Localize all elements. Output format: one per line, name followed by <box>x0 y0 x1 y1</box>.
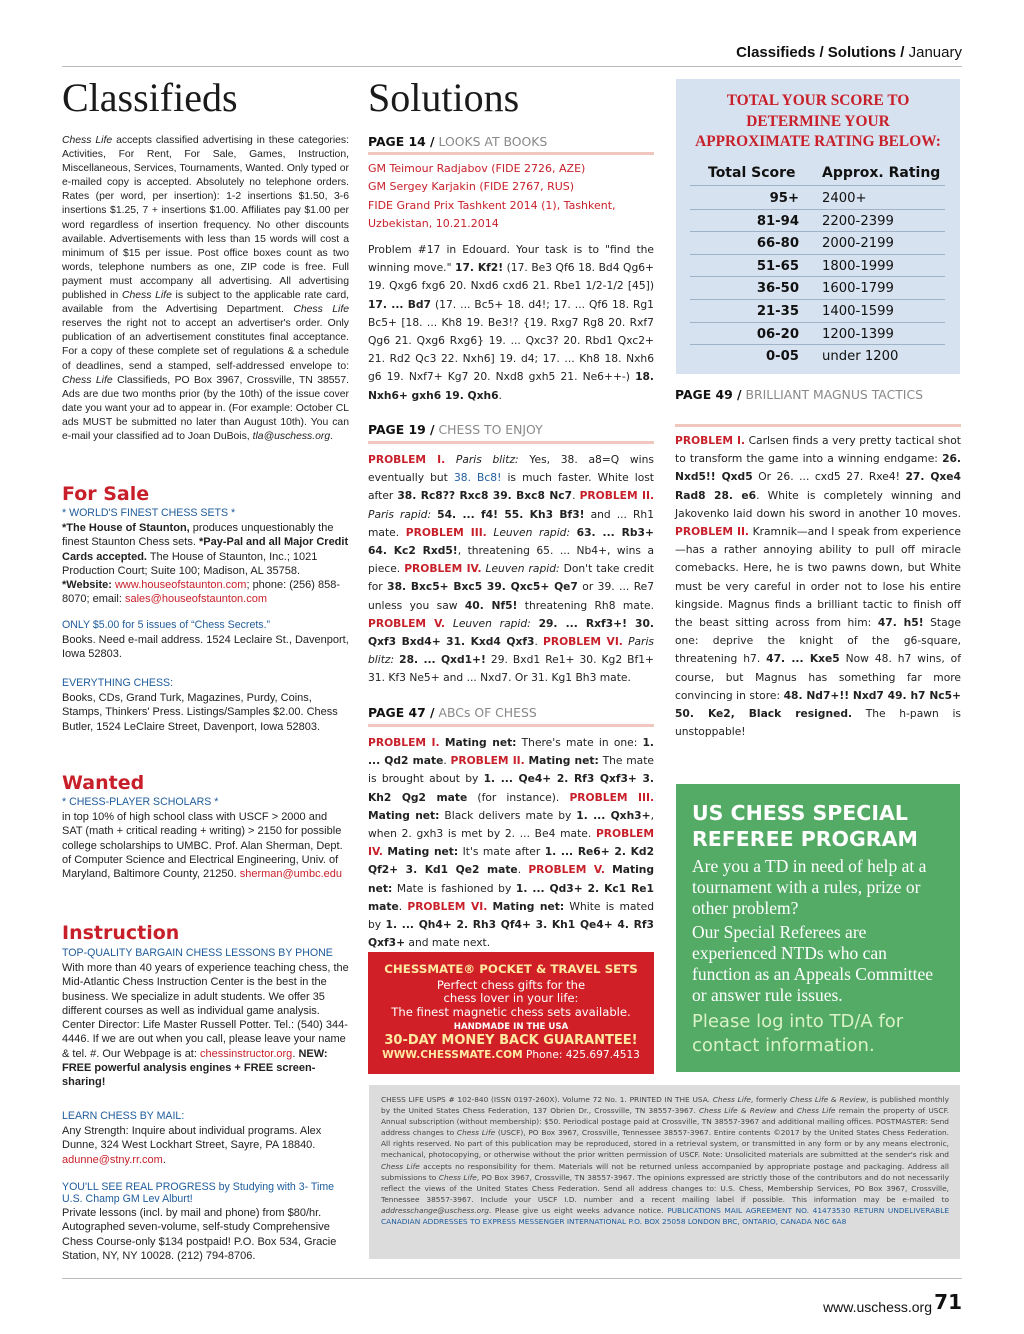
text-run: . <box>572 489 580 503</box>
text-run <box>445 617 453 630</box>
col-total-score: Total Score <box>708 165 796 181</box>
for-sale-sub: * WORLD'S FINEST CHESS SETS * <box>62 507 236 519</box>
text-run: 1. ... Qh4+ 2. Rh3 Qf4+ 3. Kh1 Qe4+ 4. Rf3 Qxf3+ <box>368 918 654 950</box>
referee-program-box <box>676 784 960 1072</box>
instruction-ad-alburt: Private lessons (incl. by mail and phone) from $80/hr. Autographed seven-volume, self-study Comprehensive Chess Course-only $134 postpaid! P.O. Box 534, Gracie Station, NY, NY 10028. (212) 794-8706. <box>62 1207 337 1262</box>
chessmate-ad <box>368 952 654 1074</box>
score-title-line: TOTAL YOUR SCORE TO <box>726 92 910 109</box>
page19-solution <box>368 451 654 688</box>
score-box-title <box>676 91 960 153</box>
text-run: *The House of Staunton, <box>62 522 190 534</box>
for-sale-sub-everything: EVERYTHING CHESS: <box>62 677 174 689</box>
chessmate-line2: chess lover in your life: <box>443 991 579 1005</box>
score-row <box>690 277 945 300</box>
text-run: 29. Bxd1 Re1+ 30. Kg2 Bf1+ 31. Kf3 Ne5+ and ... Nxd7. Or 31. Kg1 Bh3 mate. <box>368 653 654 685</box>
text-run: Chess Life <box>293 304 349 316</box>
text-run: tla@uschess.org <box>252 430 331 442</box>
instruction-sub-lessons: TOP-QUALITY BARGAIN CHESS LESSONS BY PHONE <box>62 947 333 959</box>
rating-value: 1600-1799 <box>822 281 894 297</box>
text-run: . <box>498 388 502 402</box>
text-run: Chess Life <box>381 1161 420 1171</box>
wanted-heading: Wanted <box>62 772 145 794</box>
text-run: PROBLEM VI. <box>543 635 623 649</box>
text-run: 38. Bxc5+ Bxc5 39. Qxc5+ Qe7 <box>387 580 578 594</box>
instruction-ad-mail <box>62 1124 349 1167</box>
text-run: remain the property of USCF. Annual subscription (without membership): $50. Periodical postage paid at Crossville, TN 38557-3967 and additional mailing offices. POSTMASTER: Send address changes to <box>381 1106 949 1138</box>
text-run: 29. ... Rxf3+! 30. Qxf3 Bxd4+ 31. Kxd4 Qxf3 <box>368 616 654 649</box>
wanted-sub: * CHESS-PLAYER SCHOLARS * <box>62 796 219 808</box>
rating-value: 2400+ <box>822 191 867 206</box>
text-run: and ... Rh1 mate. <box>368 507 654 539</box>
page47-section: ABCs OF CHESS <box>438 705 537 720</box>
text-run[interactable]: chessinstructor.org <box>199 1047 293 1060</box>
classifieds-title: Classifieds <box>62 75 238 120</box>
page14-section: LOOKS AT BOOKS <box>438 134 548 149</box>
text-run: It's mate after <box>458 845 545 859</box>
text-run: , formerly <box>750 1095 791 1104</box>
text-run: Chess Life <box>121 290 172 302</box>
text-run <box>531 617 539 630</box>
text-run: Problem #17 in Edouard. Your task is to "find the winning move." <box>368 243 654 275</box>
page49-label: PAGE 49 / <box>675 387 742 402</box>
text-run: is subject to the applicable rate card, available from the Advertising Department. <box>62 290 350 316</box>
chessmate-guarantee: 30-DAY MONEY BACK GUARANTEE! <box>384 1033 638 1048</box>
text-run: Paris blitz: <box>368 635 654 667</box>
text-run: is much faster. White lost after <box>368 471 655 503</box>
statement-text <box>381 1094 949 1227</box>
page14-game-header <box>368 160 654 233</box>
score-divider <box>690 185 945 186</box>
page-number: 71 <box>934 1290 962 1314</box>
score-value: 0-05 <box>765 349 799 365</box>
instruction-sub-mail: LEARN CHESS BY MAIL: <box>62 1110 185 1122</box>
text-run: , threatening 65. ... Nb4+, wins a piece. <box>368 544 654 576</box>
score-rows <box>690 187 945 368</box>
page47-solution <box>368 734 654 952</box>
for-sale-heading: For Sale <box>62 483 150 505</box>
text-run[interactable]: adunne@stny.rr.com <box>62 1153 163 1166</box>
text-run: Chess Life <box>456 1128 496 1138</box>
score-row <box>690 232 945 255</box>
chessmate-line3: The finest magnetic chess sets available. <box>391 1005 631 1019</box>
page47-heading <box>368 705 537 720</box>
rating-value: 1400-1599 <box>822 303 894 319</box>
rating-value: 2200-2399 <box>822 213 894 229</box>
text-run: . <box>162 1153 166 1166</box>
score-title-line: APPROXIMATE RATING BELOW: <box>695 133 941 150</box>
header-rule <box>62 66 962 67</box>
text-run: Leuven rapid: <box>485 562 560 576</box>
text-run: Kramnik—and I speak from experience—has a rather annoying ability to pull off miracle comebacks. Here, he is two pawns down, but White must be very careful in order not to lose his entire kingside. Magnus finds a brilliant tactic to finish off the beast sitting across from him: <box>675 525 961 630</box>
footer-rule <box>62 1278 962 1279</box>
chessmate-handmade: HANDMADE IN THE USA <box>453 1022 569 1032</box>
instruction-ad-lessons <box>62 961 349 1090</box>
text-run: Chess Life <box>438 1172 477 1182</box>
referee-login-note: Please log into TD/A for contact information. <box>692 1011 904 1056</box>
text-run: PROBLEM III. <box>569 790 654 804</box>
text-run: . White is completely winning and Jakovenko laid down his sword in another 10 moves. <box>675 488 961 520</box>
game-white: GM Teimour Radjabov (FIDE 2726, AZE) <box>368 162 586 175</box>
text-run: Mating net: <box>368 863 654 895</box>
score-row <box>690 323 945 346</box>
text-run: (USCF), PO Box 3967, Crossville, Tennessee 38557-3967. Entire contents ©2017 by the United States Chess Federation. All rights reserved. No part of this publication may be reproduced, stored in a retrieval system, or transmitted in any form or by any means electronic, mechanical, photocopying, or otherwise without the prior written permission of USCF. Note: Unsolicited materials are submitted at the sender's risk and <box>381 1128 949 1160</box>
page14-label: PAGE 14 / <box>368 134 435 149</box>
text-run: . <box>292 1047 299 1060</box>
ownership-statement <box>369 1085 960 1259</box>
rating-value: 1200-1399 <box>822 326 894 342</box>
referee-question: Are you a TD in need of help at a tournament with a rules, prize or other problem? <box>692 856 927 918</box>
page19-label: PAGE 19 / <box>368 422 435 437</box>
page14-solution <box>368 241 654 405</box>
text-run: *Pay-Pal and all Major Credit Cards accepted. <box>62 536 349 563</box>
text-run: Leuven rapid: <box>493 525 571 539</box>
text-run: or 39. ... Re7 unless you saw <box>368 580 655 612</box>
text-run: Now 48. h7 wins, of course, but Magnus has something far more convincing in store: <box>675 652 961 702</box>
game-event: FIDE Grand Prix Tashkent 2014 (1), Tashkent, Uzbekistan, 10.21.2014 <box>368 198 616 230</box>
text-run: in top 10% of high school class with USCF > 2000 and SAT (math + critical reading + writing) > 2150 for possible college scholarships to UMBC. Prof. Alan Sherman, Dept. of Computer Science and Electrical Engineering, Univ. of Maryland, Baltimore County, 21250. <box>62 811 343 881</box>
text-run[interactable]: sherman@umbc.edu <box>239 868 342 881</box>
text-run: Chess Life & Review <box>699 1106 777 1116</box>
page49-heading <box>675 386 961 403</box>
text-run: . Please give us eight weeks advance notice. <box>488 1205 668 1215</box>
text-run: reserves the right not to accept an advertiser's order. Only publication of an advertisement constitutes final acceptance. For a copy of these complete set of regulations & a schedule of deadlines, send a stamped, self-addressed envelope to: <box>62 318 349 372</box>
text-run: CHESS LIFE USPS # 102-840 (ISSN 0197-260X). Volume 72 No. 1. PRINTED IN THE USA. <box>381 1095 713 1104</box>
text-run: 1. ... Qe4+ 2. Rf3 Qxf3+ 3. Kh2 Qg2 mate <box>368 772 654 804</box>
text-run: 1. ... Qxh3+ <box>576 808 651 822</box>
text-run: PROBLEM III. <box>405 525 487 539</box>
page14-rule <box>368 152 654 155</box>
text-run: White is mated by <box>368 899 654 932</box>
wanted-ad <box>62 810 349 881</box>
for-sale-ad-secrets: Books. Need e-mail address. 1524 Leclaire St., Davenport, Iowa 52803. <box>62 634 349 661</box>
text-run: PROBLEM V. <box>528 863 605 877</box>
score-row <box>690 300 945 323</box>
text-run: 63. ... Rb3+ 64. Kc2 Rxd5! <box>368 525 654 558</box>
text-run: 26. Nxd5!! Qxd5 <box>675 452 961 484</box>
text-run: 1. ... Qd2 mate <box>368 736 654 768</box>
text-run: PROBLEM II. <box>450 754 525 768</box>
chessmate-line1: Perfect chess gifts for the <box>436 978 586 992</box>
score-value: 66-80 <box>756 236 799 252</box>
text-run: PROBLEM IV. <box>404 562 482 576</box>
text-run: . <box>398 899 408 913</box>
score-row <box>690 345 945 368</box>
solutions-title: Solutions <box>368 75 520 120</box>
text-run: . <box>534 635 544 649</box>
text-run[interactable]: www.houseofstaunton.com <box>114 579 247 592</box>
text-run: PROBLEM I. <box>368 736 440 749</box>
text-run <box>570 526 577 539</box>
text-run: 17. ... Bd7 <box>368 297 431 311</box>
text-run: The House of Staunton, Inc.; 1021 Production Court; Suite 100; Madison, AL 35758. <box>62 550 318 577</box>
text-run: *Website: <box>62 579 112 592</box>
referee-title <box>692 800 918 852</box>
text-run: addresschange@uschess.org <box>381 1205 489 1215</box>
page47-rule <box>368 724 654 727</box>
text-run: Mating net: <box>387 845 459 859</box>
text-run: PROBLEM IV. <box>368 827 654 859</box>
text-run: Mating net: <box>528 754 599 768</box>
running-head-month: January <box>908 44 962 61</box>
text-run: threatening Rh8 mate. <box>517 598 654 612</box>
text-run: Paris blitz: <box>455 453 519 466</box>
text-run: 47. ... Kxe5 <box>766 652 840 666</box>
text-run: Classifieds, PO Box 3967, Crossville, TN 38557. Ads are due two months prior (by the 10th) of the issue cover date you want your ad to appear in. (For example: October CL ads MUST be submitted no later than August 10th). You can e-mail your classified ad to Joan DuBois, <box>62 374 350 442</box>
score-row <box>690 255 945 278</box>
page19-rule <box>368 441 654 444</box>
chessmate-contact <box>368 1049 654 1061</box>
running-head <box>736 44 962 61</box>
page49-section: BRILLIANT MAGNUS TACTICS <box>745 387 923 402</box>
score-value: 06-20 <box>756 326 799 342</box>
text-run: There's mate in one: <box>516 736 643 749</box>
for-sale-sub-secrets: ONLY $5.00 for 5 issues of “Chess Secrets.” <box>62 619 271 631</box>
text-run: (17. Be3 Qf6 18. Bd4 Qg6+ 19. Qxg6 fxg6 20. Nxd6 cxd6 21. Rbe1 1/2-1/2 [45]) <box>368 261 654 293</box>
text-run: 48. Nd7+!! Nxd7 49. h7 Nc5+ 50. Ke2, Black resigned. <box>675 688 961 721</box>
text-run: Yes, 38. a8=Q wins eventually but <box>368 453 654 485</box>
classifieds-intro <box>62 134 349 444</box>
chessmate-site[interactable]: WWW.CHESSMATE.COM <box>382 1049 523 1061</box>
text-run: PUBLICATIONS MAIL AGREEMENT NO. 41473530 RETURN UNDELIVERABLE CANADIAN ADDRESSES TO EXPRESS MESSENGER INTERNATIONAL P.O. BOX 25058 LONDON BRC, ONTARIO, CANADA N6C 6A8 <box>381 1205 949 1227</box>
text-run: PROBLEM V. <box>368 616 446 630</box>
rating-value: under 1200 <box>822 349 899 365</box>
text-run: 27. Qxe4 Rad8 28. e6 <box>675 470 961 502</box>
game-black: GM Sergey Karjakin (FIDE 2767, RUS) <box>368 180 575 194</box>
score-box <box>676 79 960 374</box>
instruction-heading: Instruction <box>62 922 180 944</box>
text-run: 47. h5! <box>877 616 924 630</box>
text-run: Or 26. ... cxd5 27. Rxe4! <box>752 470 906 484</box>
text-run: produces unquestionably the finest Staunton Chess sets. <box>62 522 334 549</box>
score-value: 81-94 <box>756 213 799 229</box>
text-run: , is published monthly by the United States Chess Federation, 137 Obrien Dr., Crossville, TN 38557-3967. <box>381 1095 949 1116</box>
text-run: accepts classified advertising in these categories: Activities, For Rent, For Sale, Games, Instruction, Miscellaneous, Services, Tournaments, Wanted. Only typed or e-mailed copy is accepted. Absolutely no telephone orders. Rates (per word, per insertion): 1-2 insertions $1.50, 3-6 insertions $1.25, 7 + insertions $1.00. Affiliates pay $1.00 per word regardless of insertion frequency. No other discounts available. Advertisements with less than 15 words will cost a minimum of $15 per issue. Post office boxes count as two words, telephone numbers as one, ZIP code is free. Full payment must accompany all advertising. All advertising published in <box>62 135 350 302</box>
score-title-line: DETERMINE YOUR <box>746 112 890 130</box>
chessmate-title: CHESSMATE® POCKET & TRAVEL SETS <box>384 962 638 976</box>
score-row <box>690 187 945 210</box>
text-run: . <box>517 863 529 877</box>
text-run: 1. ... Qd3+ 2. Kc1 Re1 mate <box>368 881 654 913</box>
page14-heading <box>368 134 547 149</box>
text-run: PROBLEM I. <box>368 453 446 466</box>
text-run: Chess Life & Review <box>790 1095 867 1104</box>
text-run: 38. Rc8?? Rxc8 39. Bxc8 Nc7 <box>397 489 573 503</box>
referee-description: Our Special Referees are experienced NTDs who can function as an Appeals Committee or answer rule issues. <box>692 922 934 1005</box>
score-value: 51-65 <box>756 258 799 274</box>
text-run: Mate is fashioned by <box>392 881 516 895</box>
text-run <box>445 453 456 466</box>
page19-heading <box>368 422 543 437</box>
text-run: PROBLEM VI. <box>407 899 488 913</box>
chessmate-phone: Phone: 425.697.4513 <box>522 1049 640 1061</box>
score-value: 21-35 <box>756 303 799 319</box>
text-run: The mate is brought about by <box>368 754 654 786</box>
score-row <box>690 210 945 233</box>
text-run: PROBLEM I. <box>675 434 745 447</box>
text-run: 1. ... Re6+ 2. Kd2 Qf2+ 3. Kd1 Qe2 mate <box>368 845 655 877</box>
text-run: Chess Life <box>62 135 113 146</box>
running-head-section: Classifieds / Solutions / <box>736 44 905 61</box>
text-run: . <box>330 430 334 442</box>
text-run: , when 2. gxh3 is met by 2. ... Be4 mate. <box>368 808 654 841</box>
page47-label: PAGE 47 / <box>368 705 435 720</box>
rating-value: 1800-1999 <box>822 258 894 274</box>
text-run: Paris rapid: <box>368 507 432 521</box>
score-value: 36-50 <box>756 281 799 297</box>
text-run: Mating net: <box>368 808 440 822</box>
text-run: PROBLEM II. <box>675 525 749 539</box>
text-run: , PO Box 3967, Crossville, TN 38557-3967. The opinions expressed are strictly those of the contributors and do not necessarily reflect the views of the United States Chess Federation. Send all address changes to: U.S. Chess, Membership Services, PO Box 3967, Crossville, Tennessee 38557-3967. Include your USCF I.D. number and a recent mailing label if possible. This information may be e-mailed to <box>381 1172 949 1204</box>
text-run[interactable]: sales@houseofstaunton.com <box>124 593 268 606</box>
footer-url[interactable]: www.uschess.org <box>823 1299 932 1315</box>
text-run: The h-pawn is unstoppable! <box>675 707 961 739</box>
text-run: and mate next. <box>405 936 491 950</box>
rating-value: 2000-2199 <box>822 236 894 252</box>
text-run: With more than 40 years of experience teaching chess, the Mid-Atlantic Chess Instruction Center is the best in the business. We specialize in adult students. We offer 35 different courses as well as individual game analysis. Center Director: Life Master Russell Potter. Tel.: (540) 344-4446. If we are out when you call, please leave your name & tel. #. Our Webpage is at: <box>62 962 349 1060</box>
for-sale-ad-staunton <box>62 521 349 607</box>
text-run: (17. ... Bc5+ 18. d4!; 17. ... Qf6 18. Rg1 Bc5+ [18. ... Kh8 19. Be3!? {19. Rxg7 Rg8 20. Rxf7 Qg6 21. Qxg6 Rxg6} 19. ... Qxc3? 20. Rbd1 Qxc2+ 21. Rd2 Qc3 22. Nxh6] 19. d4; 17. ... Kh8 18. Nxh6 g6 19. Nxf7+ Kg7 20. Nxd8 gxh5 21. Ne6++-) <box>368 297 654 384</box>
text-run: Don't take credit for <box>368 562 654 594</box>
text-run: Leuven rapid: <box>452 616 531 630</box>
for-sale-ad-everything: Books, CDs, Grand Turk, Magazines, Purdy, Coins, Stamps, Thinkers' Press. Listings/Samples $2.00. Chess Butler, 1524 LeClaire Street, Davenport, Iowa 52803. <box>62 692 338 733</box>
page49-rule <box>675 424 961 427</box>
text-run: Mating net: <box>444 736 517 749</box>
text-run: Stage one: deprive the knight of the g6-square, threatening h7. <box>675 616 962 666</box>
text-run: Carlsen finds a very pretty tactical shot to transform the game into a winning endgame: <box>675 434 961 466</box>
referee-title-line1: US CHESS SPECIAL <box>692 801 908 825</box>
text-run: Black delivers mate by <box>439 808 577 822</box>
page49-solution <box>675 432 961 741</box>
text-run: 40. Nf5! <box>464 598 518 612</box>
text-run: accepts no responsibility for them. Materials will not be returned unless accompanied by appropriate postage and packaging. Address all submissions to <box>381 1161 949 1182</box>
text-run: 17. Kf2! <box>455 261 504 275</box>
text-run: Chess Life <box>712 1095 751 1104</box>
text-run: 28. ... Qxd1+! <box>399 653 486 667</box>
text-run: . <box>443 754 451 768</box>
text-run: 54. ... f4! 55. Kh3 Bf3! <box>437 507 585 521</box>
text-run: ; phone: (256) 858-8070; email: <box>62 579 341 606</box>
text-run: (for instance). <box>467 790 570 804</box>
referee-title-line2: REFEREE PROGRAM <box>692 827 918 851</box>
text-run: Chess Life <box>62 374 113 386</box>
text-run: and <box>776 1106 797 1116</box>
page19-section: CHESS TO ENJOY <box>438 422 543 437</box>
col-approx-rating: Approx. Rating <box>822 165 941 181</box>
text-run: 38. Bc8! <box>453 471 502 485</box>
text-run: 18. Nxh6+ gxh6 19. Qxh6 <box>368 370 654 402</box>
text-run: PROBLEM II. <box>579 489 655 503</box>
score-value: 95+ <box>769 191 799 206</box>
text-run: Mating net: <box>492 899 565 913</box>
text-run: Any Strength: Inquire about individual programs. Alex Dunne, 324 West Lockhart Street, Sayre, PA 18840. <box>62 1125 322 1152</box>
text-run: NEW: FREE powerful analysis engines + FREE screen-sharing! <box>62 1047 328 1089</box>
instruction-sub-alburt: YOU'LL SEE REAL PROGRESS by Studying with 3- Time U.S. Champ GM Lev Alburt! <box>62 1181 335 1205</box>
text-run: Chess Life <box>796 1106 836 1116</box>
